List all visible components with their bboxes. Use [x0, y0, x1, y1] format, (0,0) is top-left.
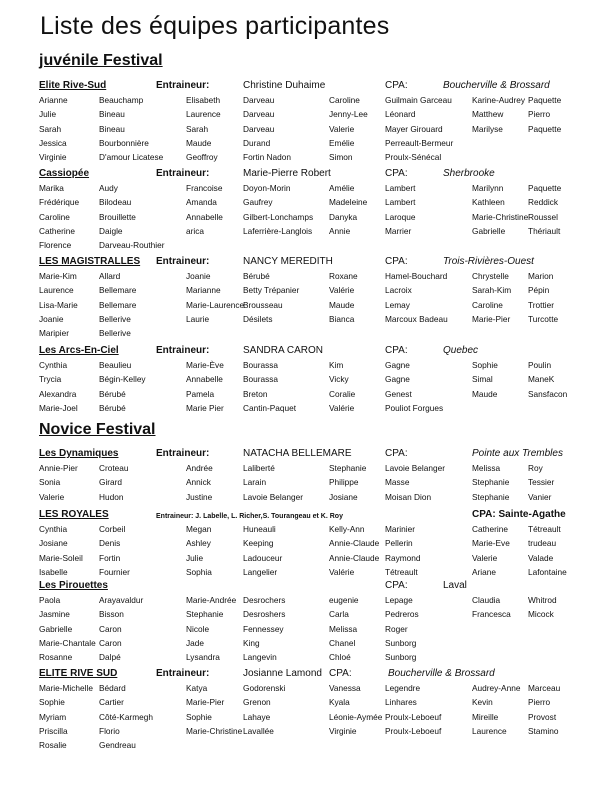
skater-cell: Sophia	[186, 566, 212, 577]
skater-cell: Bellemare	[99, 299, 137, 310]
skater-cell: Tessier	[528, 477, 555, 488]
skater-cell: Karine-Audrey	[472, 95, 526, 105]
skater-cell: Pamela	[186, 388, 215, 399]
skater-cell: Bégin-Kelley	[99, 374, 146, 385]
coach-label: Entraineur:	[156, 80, 210, 91]
skater-cell: Bianca	[329, 313, 355, 324]
skater-cell: Marie-Pier	[186, 697, 225, 708]
skater-cell: Maude	[329, 299, 355, 310]
skater-cell: Kyala	[329, 697, 350, 708]
skater-cell: Marianne	[186, 285, 221, 296]
skater-cell: Allard	[99, 271, 121, 281]
skater-cell: Pellerin	[385, 538, 413, 549]
skater-cell: Bérubé	[99, 388, 126, 399]
skater-cell: Cartier	[99, 697, 124, 708]
skater-cell: Bellerive	[99, 328, 131, 339]
skater-cell: Nicole	[186, 623, 210, 634]
skater-cell: Cantin-Paquet	[243, 402, 297, 413]
skater-cell: Desroshers	[243, 609, 286, 620]
skater-cell: Brousseau	[243, 299, 283, 310]
skater-cell: Marie-Christine	[472, 211, 529, 222]
skater-cell: Paquette	[528, 95, 562, 105]
skater-cell: Caroline	[472, 299, 503, 310]
skater-cell: Julie	[39, 109, 57, 120]
skater-cell: Kathleen	[472, 197, 505, 208]
skater-cell: Langelier	[243, 566, 278, 577]
skater-cell: Grenon	[243, 697, 271, 708]
cpa-city: Sherbrooke	[443, 168, 495, 179]
skater-cell: Melissa	[329, 623, 358, 634]
skater-cell: Paquette	[528, 183, 562, 193]
skater-cell: Marie-Joel	[39, 402, 78, 413]
skater-cell: Bourbonnière	[99, 137, 149, 148]
skater-cell: Lavallée	[243, 725, 274, 736]
coach-name: Josianne Lamond	[243, 668, 322, 679]
skater-cell: Pépin	[528, 285, 550, 296]
skater-cell: Langevin	[243, 652, 277, 663]
skater-cell: ManeK	[528, 374, 555, 385]
skater-cell: Stephanie	[472, 491, 510, 502]
skater-cell: Amélie	[329, 183, 355, 193]
cpa-city: Pointe aux Trembles	[472, 448, 563, 459]
skater-cell: Gagne	[385, 374, 410, 385]
coach-name: Christine Duhaime	[243, 80, 326, 91]
skater-cell: Pierro	[528, 109, 551, 120]
page-title: Liste des équipes participantes	[40, 12, 390, 40]
skater-cell: Julie	[186, 552, 204, 563]
skater-cell: Tétreault	[528, 524, 561, 534]
skater-cell: Chrystelle	[472, 271, 509, 281]
skater-cell: Vanier	[528, 491, 552, 502]
skater-cell: Kevin	[472, 697, 493, 708]
skater-cell: Josiane	[329, 491, 358, 502]
skater-cell: Paquette	[528, 123, 562, 134]
skater-cell: Cynthia	[39, 360, 68, 370]
skater-cell: Trottier	[528, 299, 554, 310]
skater-cell: Annie-Claude	[329, 552, 380, 563]
skater-cell: Marcoux Badeau	[385, 313, 448, 324]
skater-cell: Valérie	[329, 566, 355, 577]
skater-cell: Bellerive	[99, 313, 131, 324]
skater-cell: Francoise	[186, 183, 223, 193]
skater-cell: Ashley	[186, 538, 211, 549]
skater-cell: Provost	[528, 711, 557, 722]
skater-cell: Audrey-Anne	[472, 683, 521, 693]
skater-cell: Bérubé	[99, 402, 126, 413]
skater-cell: Emélie	[329, 137, 355, 148]
skater-cell: Stephanie	[329, 463, 367, 473]
skater-cell: Florio	[99, 725, 120, 736]
skater-cell: Roussel	[528, 211, 558, 222]
skater-cell: Myriam	[39, 711, 67, 722]
cpa-city: Laval	[443, 580, 467, 591]
skater-cell: Darveau-Routhier	[99, 240, 165, 251]
skater-cell: Justine	[186, 491, 213, 502]
skater-cell: Laurence	[39, 285, 74, 296]
skater-cell: Ariane	[472, 566, 496, 577]
skater-cell: Sansfacon	[528, 388, 568, 399]
skater-cell: Sarah-Kim	[472, 285, 512, 296]
skater-cell: Lemay	[385, 299, 410, 310]
skater-cell: Kelly-Ann	[329, 524, 365, 534]
skater-cell: Denis	[99, 538, 121, 549]
skater-cell: Mireille	[472, 711, 499, 722]
skater-cell: Turcotte	[528, 313, 559, 324]
skater-cell: Darveau	[243, 95, 275, 105]
skater-cell: Megan	[186, 524, 212, 534]
skater-cell: Stephanie	[186, 609, 224, 620]
skater-cell: Lambert	[385, 183, 416, 193]
skater-cell: Gagne	[385, 360, 410, 370]
skater-cell: Philippe	[329, 477, 359, 488]
skater-cell: Maude	[186, 137, 212, 148]
coach-label: Entraineur:	[156, 256, 210, 267]
skater-cell: Annabelle	[186, 211, 223, 222]
skater-cell: trudeau	[528, 538, 557, 549]
cpa-label: CPA:	[385, 80, 408, 91]
skater-cell: Vanessa	[329, 683, 361, 693]
skater-cell: Gaufrey	[243, 197, 273, 208]
skater-cell: D'amour Licatese	[99, 152, 164, 163]
skater-cell: Côté-Karmegh	[99, 711, 153, 722]
team-name: Les Dynamiques	[39, 448, 119, 459]
skater-cell: Chloé	[329, 652, 351, 663]
skater-cell: Beaulieu	[99, 360, 132, 370]
skater-cell: Matthew	[472, 109, 504, 120]
skater-cell: Amanda	[186, 197, 217, 208]
skater-cell: Darveau	[243, 123, 275, 134]
skater-cell: Elisabeth	[186, 95, 221, 105]
skater-cell: Bourassa	[243, 374, 279, 385]
skater-cell: Caroline	[39, 211, 70, 222]
coach-name: NATACHA BELLEMARE	[243, 448, 352, 459]
skater-cell: Frédérique	[39, 197, 80, 208]
skater-cell: Annabelle	[186, 374, 223, 385]
skater-cell: Marie-Michelle	[39, 683, 93, 693]
skater-cell: Roy	[528, 463, 543, 473]
skater-cell: Corbeil	[99, 524, 126, 534]
coach-name: NANCY MEREDITH	[243, 256, 333, 267]
skater-cell: Chanel	[329, 637, 356, 648]
coach-label: Entraineur:	[156, 668, 210, 679]
skater-cell: Gabrielle	[39, 623, 73, 634]
skater-cell: Daigle	[99, 225, 123, 236]
skater-cell: Caron	[99, 623, 122, 634]
cpa-label: CPA:	[329, 668, 352, 679]
skater-cell: Audy	[99, 183, 118, 193]
coach-label: Entraineur:	[156, 448, 210, 459]
skater-cell: Annie	[329, 225, 351, 236]
skater-cell: Laferrière-Langlois	[243, 225, 313, 236]
skater-cell: Melissa	[472, 463, 501, 473]
skater-cell: Jade	[186, 637, 204, 648]
skater-cell: Valade	[528, 552, 554, 563]
skater-cell: Linhares	[385, 697, 417, 708]
team-name: LES MAGISTRALLES	[39, 256, 141, 267]
skater-cell: Vicky	[329, 374, 349, 385]
skater-cell: Gabrielle	[472, 225, 506, 236]
skater-cell: Isabelle	[39, 566, 68, 577]
skater-cell: Lysandra	[186, 652, 220, 663]
coach-name: Marie-Pierre Robert	[243, 168, 331, 179]
skater-cell: Marilynn	[472, 183, 504, 193]
skater-cell: Joanie	[39, 313, 64, 324]
skater-cell: Doyon-Morin	[243, 183, 291, 193]
skater-cell: Laurence	[472, 725, 507, 736]
skater-cell: Valérie	[329, 402, 355, 413]
skater-cell: Virginie	[39, 152, 67, 163]
skater-cell: Laliberté	[243, 463, 275, 473]
skater-cell: Larain	[243, 477, 267, 488]
skater-cell: Marinier	[385, 524, 415, 534]
skater-cell: Simal	[472, 374, 493, 385]
skater-cell: Valerie	[39, 491, 65, 502]
skater-cell: Maude	[472, 388, 498, 399]
skater-cell: Geoffroy	[186, 152, 218, 163]
skater-cell: Alexandra	[39, 388, 77, 399]
skater-cell: Gendreau	[99, 740, 136, 751]
skater-cell: Guilmain Garceau	[385, 95, 452, 105]
skater-cell: Lisa-Marie	[39, 299, 78, 310]
skater-cell: Girard	[99, 477, 123, 488]
skater-cell: Legendre	[385, 683, 421, 693]
skater-cell: Sunborg	[385, 637, 417, 648]
skater-cell: Francesca	[472, 609, 511, 620]
team-name: Elite Rive-Sud	[39, 80, 107, 91]
skater-cell: Roxane	[329, 271, 358, 281]
skater-cell: Marie-Christine	[186, 725, 243, 736]
skater-cell: Bérubé	[243, 271, 270, 281]
cpa-city: Trois-Rivières-Ouest	[443, 256, 534, 267]
skater-cell: Léonie-Aymée	[329, 711, 383, 722]
skater-cell: Marie-Laurence	[186, 299, 245, 310]
skater-cell: Croteau	[99, 463, 129, 473]
skater-cell: Paola	[39, 595, 61, 605]
cpa-label: CPA:	[385, 580, 408, 591]
skater-cell: Sunborg	[385, 652, 417, 663]
cpa-label: CPA:	[385, 448, 408, 459]
team-name: Les Pirouettes	[39, 580, 108, 591]
skater-cell: Dalpé	[99, 652, 121, 663]
skater-cell: Rosanne	[39, 652, 73, 663]
skater-cell: Coralie	[329, 388, 356, 399]
skater-cell: Proulx-Leboeuf	[385, 711, 442, 722]
skater-cell: Lambert	[385, 197, 416, 208]
skater-cell: Marie-Chantale	[39, 637, 96, 648]
skater-cell: Catherine	[39, 225, 75, 236]
skater-cell: Valerie	[329, 123, 355, 134]
cpa-label: CPA: Sainte-Agathe	[472, 509, 566, 520]
skater-cell: Arianne	[39, 95, 68, 105]
skater-cell: Andrée	[186, 463, 213, 473]
skater-cell: Marie-Kim	[39, 271, 77, 281]
skater-cell: arica	[186, 225, 204, 236]
skater-cell: Jessica	[39, 137, 67, 148]
skater-cell: Marie-Soleil	[39, 552, 83, 563]
skater-cell: Laroque	[385, 211, 416, 222]
skater-cell: Marie-Andrée	[186, 595, 237, 605]
skater-cell: Bourassa	[243, 360, 279, 370]
skater-cell: Pedreros	[385, 609, 419, 620]
skater-cell: Durand	[243, 137, 271, 148]
skater-cell: Lavoie Belanger	[385, 463, 445, 473]
skater-cell: Mayer Girouard	[385, 123, 443, 134]
skater-cell: Pierro	[528, 697, 551, 708]
coach-name: SANDRA CARON	[243, 345, 324, 356]
skater-cell: Joanie	[186, 271, 211, 281]
skater-cell: Pouliot Forgues	[385, 402, 444, 413]
skater-cell: Darveau	[243, 109, 275, 120]
skater-cell: Cynthia	[39, 524, 68, 534]
skater-cell: Caron	[99, 637, 122, 648]
skater-cell: Catherine	[472, 524, 508, 534]
skater-cell: Priscilla	[39, 725, 68, 736]
skater-cell: Danyka	[329, 211, 358, 222]
skater-cell: Léonard	[385, 109, 416, 120]
skater-cell: Annie-Claude	[329, 538, 380, 549]
skater-cell: Arayavaldur	[99, 595, 144, 605]
coach-label: Entraineur:	[156, 168, 210, 179]
cpa-city: Quebec	[443, 345, 479, 356]
cpa-city: Boucherville & Brossard	[388, 668, 495, 679]
skater-cell: Proulx-Sénécal	[385, 152, 442, 163]
skater-cell: Annie-Pier	[39, 463, 78, 473]
section-title: Novice Festival	[39, 421, 156, 438]
skater-cell: Godorenski	[243, 683, 286, 693]
skater-cell: Ladouceur	[243, 552, 283, 563]
skater-cell: Fortin	[99, 552, 121, 563]
skater-cell: Bineau	[99, 109, 125, 120]
skater-cell: Sarah	[39, 123, 62, 134]
skater-cell: Whitrod	[528, 595, 557, 605]
skater-cell: Marion	[528, 271, 554, 281]
skater-cell: Annick	[186, 477, 211, 488]
skater-cell: Desrochers	[243, 595, 286, 605]
team-name: LES ROYALES	[39, 509, 109, 520]
section-title: juvénile Festival	[39, 52, 163, 69]
skater-cell: Katya	[186, 683, 208, 693]
skater-cell: Hamel-Bouchard	[385, 271, 448, 281]
skater-cell: Maripier	[39, 328, 69, 339]
skater-cell: Marilyse	[472, 123, 503, 134]
skater-cell: Proulx-Leboeuf	[385, 725, 442, 736]
skater-cell: Bilodeau	[99, 197, 132, 208]
skater-cell: Bellemare	[99, 285, 137, 296]
skater-cell: Laurie	[186, 313, 210, 324]
skater-cell: Lepage	[385, 595, 413, 605]
skater-cell: Sophie	[186, 711, 212, 722]
skater-cell: Brouillette	[99, 211, 136, 222]
skater-cell: Beauchamp	[99, 95, 144, 105]
skater-cell: Lafontaine	[528, 566, 567, 577]
skater-cell: Marie Pier	[186, 402, 224, 413]
coach-label: Entraineur: J. Labelle, L. Richer,S. Tourangeau et K. Roy	[156, 513, 343, 520]
skater-cell: Marrier	[385, 225, 412, 236]
skater-cell: Jasmine	[39, 609, 70, 620]
skater-cell: Huneauli	[243, 524, 276, 534]
skater-cell: Thériault	[528, 225, 561, 236]
skater-cell: Micock	[528, 609, 554, 620]
skater-cell: Marie-Eve	[472, 538, 510, 549]
skater-cell: Sonia	[39, 477, 61, 488]
skater-cell: Carla	[329, 609, 349, 620]
skater-cell: Sophie	[472, 360, 498, 370]
skater-cell: Marceau	[528, 683, 561, 693]
skater-cell: Trycia	[39, 374, 62, 385]
skater-cell: Marie-Ève	[186, 360, 224, 370]
skater-cell: Masse	[385, 477, 410, 488]
skater-cell: Hudon	[99, 491, 124, 502]
skater-cell: Madeleine	[329, 197, 368, 208]
skater-cell: Reddick	[528, 197, 558, 208]
team-name: Cassiopée	[39, 168, 90, 179]
skater-cell: Bisson	[99, 609, 124, 620]
skater-cell: Lahaye	[243, 711, 271, 722]
skater-cell: King	[243, 637, 260, 648]
skater-cell: Gilbert-Lonchamps	[243, 211, 314, 222]
skater-cell: Stephanie	[472, 477, 510, 488]
skater-cell: Breton	[243, 388, 268, 399]
skater-cell: Tétreault	[385, 566, 418, 577]
skater-cell: Raymond	[385, 552, 421, 563]
skater-cell: Simon	[329, 152, 353, 163]
skater-cell: Lavoie Belanger	[243, 491, 303, 502]
skater-cell: Perreault-Bermeur	[385, 137, 454, 148]
skater-cell: Rosalie	[39, 740, 67, 751]
skater-cell: Genest	[385, 388, 412, 399]
skater-cell: Laurence	[186, 109, 221, 120]
skater-cell: Poulin	[528, 360, 552, 370]
skater-cell: Marie-Pier	[472, 313, 511, 324]
skater-cell: Roger	[385, 623, 408, 634]
skater-cell: Sophie	[39, 697, 65, 708]
skater-cell: Claudia	[472, 595, 501, 605]
skater-cell: Betty Trépanier	[243, 285, 300, 296]
skater-cell: Moisan Dion	[385, 491, 432, 502]
skater-cell: Valerie	[472, 552, 498, 563]
skater-cell: Caroline	[329, 95, 360, 105]
skater-cell: Marika	[39, 183, 64, 193]
skater-cell: Stamino	[528, 725, 559, 736]
cpa-label: CPA:	[385, 256, 408, 267]
skater-cell: Virginie	[329, 725, 357, 736]
team-name: Les Arcs-En-Ciel	[39, 345, 119, 356]
skater-cell: Jenny-Lee	[329, 109, 368, 120]
team-name: ELITE RIVE SUD	[39, 668, 118, 679]
skater-cell: Valérie	[329, 285, 355, 296]
cpa-label: CPA:	[385, 168, 408, 179]
skater-cell: Keeping	[243, 538, 274, 549]
skater-cell: Josiane	[39, 538, 68, 549]
skater-cell: Sarah	[186, 123, 209, 134]
skater-cell: Fortin Nadon	[243, 152, 291, 163]
skater-cell: Florence	[39, 240, 72, 251]
skater-cell: eugenie	[329, 595, 359, 605]
cpa-label: CPA:	[385, 345, 408, 356]
skater-cell: Lacroix	[385, 285, 412, 296]
skater-cell: Kim	[329, 360, 344, 370]
skater-cell: Bédard	[99, 683, 126, 693]
skater-cell: Fournier	[99, 566, 130, 577]
coach-label: Entraineur:	[156, 345, 210, 356]
skater-cell: Désilets	[243, 313, 273, 324]
skater-cell: Bineau	[99, 123, 125, 134]
skater-cell: Fennessey	[243, 623, 284, 634]
cpa-city: Boucherville & Brossard	[443, 80, 550, 91]
